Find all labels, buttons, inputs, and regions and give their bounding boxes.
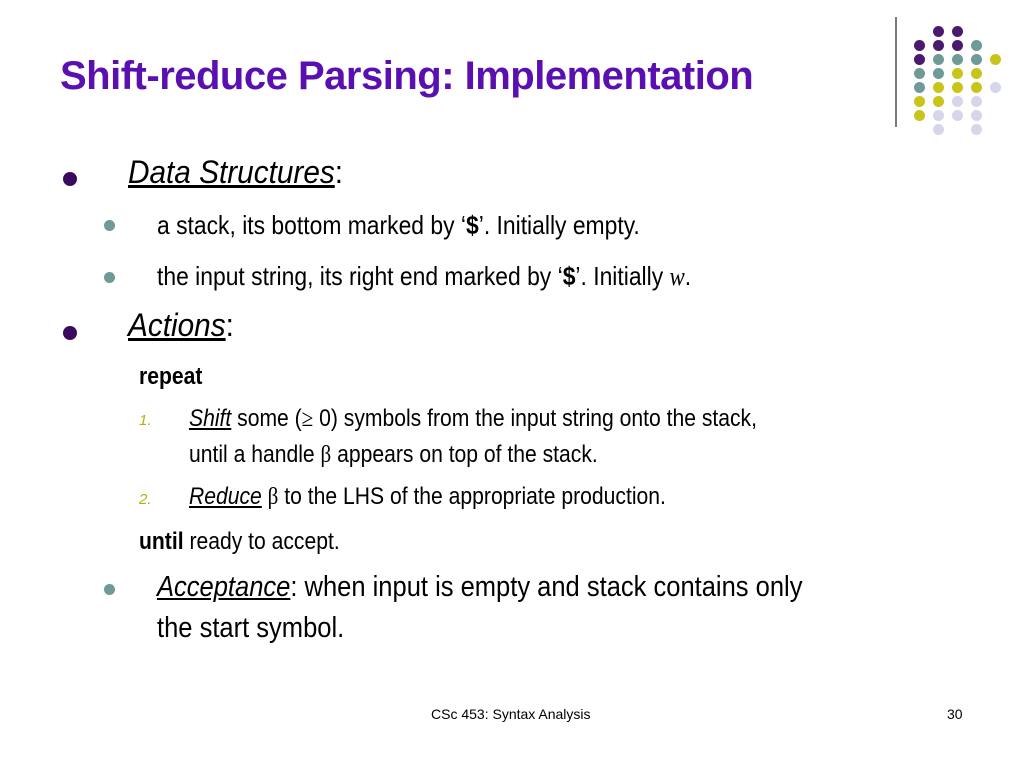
dot bbox=[952, 110, 963, 121]
dot bbox=[952, 40, 963, 51]
dot bbox=[933, 124, 944, 135]
dot bbox=[933, 68, 944, 79]
dot bbox=[914, 54, 925, 65]
bullet-acceptance bbox=[104, 584, 115, 595]
acceptance-keyword: Acceptance bbox=[157, 571, 291, 603]
step-1-line-2: until a handle β appears on top of the stack. bbox=[189, 441, 598, 468]
dot bbox=[952, 68, 963, 79]
dot bbox=[952, 54, 963, 65]
dot bbox=[914, 110, 925, 121]
input-string-item: the input string, its right end marked by ‘$’. Initially w. bbox=[157, 261, 692, 291]
actions-heading: Actions bbox=[128, 307, 226, 343]
bullet-stack-item bbox=[104, 220, 115, 231]
data-structures-heading: Data Structures bbox=[128, 154, 335, 190]
dot bbox=[952, 26, 963, 37]
slide-title: Shift-reduce Parsing: Implementation bbox=[60, 54, 754, 98]
stack-item: a stack, its bottom marked by ‘$’. Initially empty. bbox=[157, 210, 640, 240]
bullet-data-structures bbox=[63, 172, 77, 186]
until-line: until ready to accept. bbox=[139, 528, 340, 555]
dot bbox=[933, 40, 944, 51]
dot bbox=[971, 96, 982, 107]
dot bbox=[971, 54, 982, 65]
dot bbox=[933, 26, 944, 37]
dot bbox=[971, 68, 982, 79]
dot bbox=[971, 40, 982, 51]
bullet-input-string-item bbox=[104, 272, 115, 283]
dot bbox=[914, 40, 925, 51]
page-number: 30 bbox=[947, 706, 963, 722]
dot bbox=[952, 82, 963, 93]
acceptance-line-1: Acceptance: when input is empty and stack contains only bbox=[157, 571, 803, 603]
dot bbox=[914, 82, 925, 93]
data-structures-heading-line: Data Structures: bbox=[128, 154, 344, 190]
actions-heading-line: Actions: bbox=[128, 307, 234, 343]
footer-title: CSc 453: Syntax Analysis bbox=[431, 706, 591, 722]
acceptance-line-2: the start symbol. bbox=[157, 612, 345, 644]
dot bbox=[971, 124, 982, 135]
dot bbox=[952, 96, 963, 107]
dot bbox=[990, 82, 1001, 93]
bullet-actions bbox=[63, 326, 77, 340]
dot bbox=[990, 54, 1001, 65]
dot bbox=[914, 96, 925, 107]
step-1-line-1: Shift some (≥ 0) symbols from the input string onto the stack, bbox=[189, 405, 757, 432]
dot bbox=[914, 68, 925, 79]
step-2-line: Reduce β to the LHS of the appropriate production. bbox=[189, 483, 666, 510]
step-2-number: 2. bbox=[139, 491, 152, 508]
dot bbox=[933, 110, 944, 121]
dot bbox=[971, 82, 982, 93]
dot bbox=[933, 96, 944, 107]
title-divider bbox=[895, 17, 897, 127]
repeat-keyword: repeat bbox=[139, 363, 203, 390]
step-1-number: 1. bbox=[139, 412, 152, 429]
dot bbox=[933, 54, 944, 65]
dot bbox=[933, 82, 944, 93]
dot bbox=[971, 110, 982, 121]
